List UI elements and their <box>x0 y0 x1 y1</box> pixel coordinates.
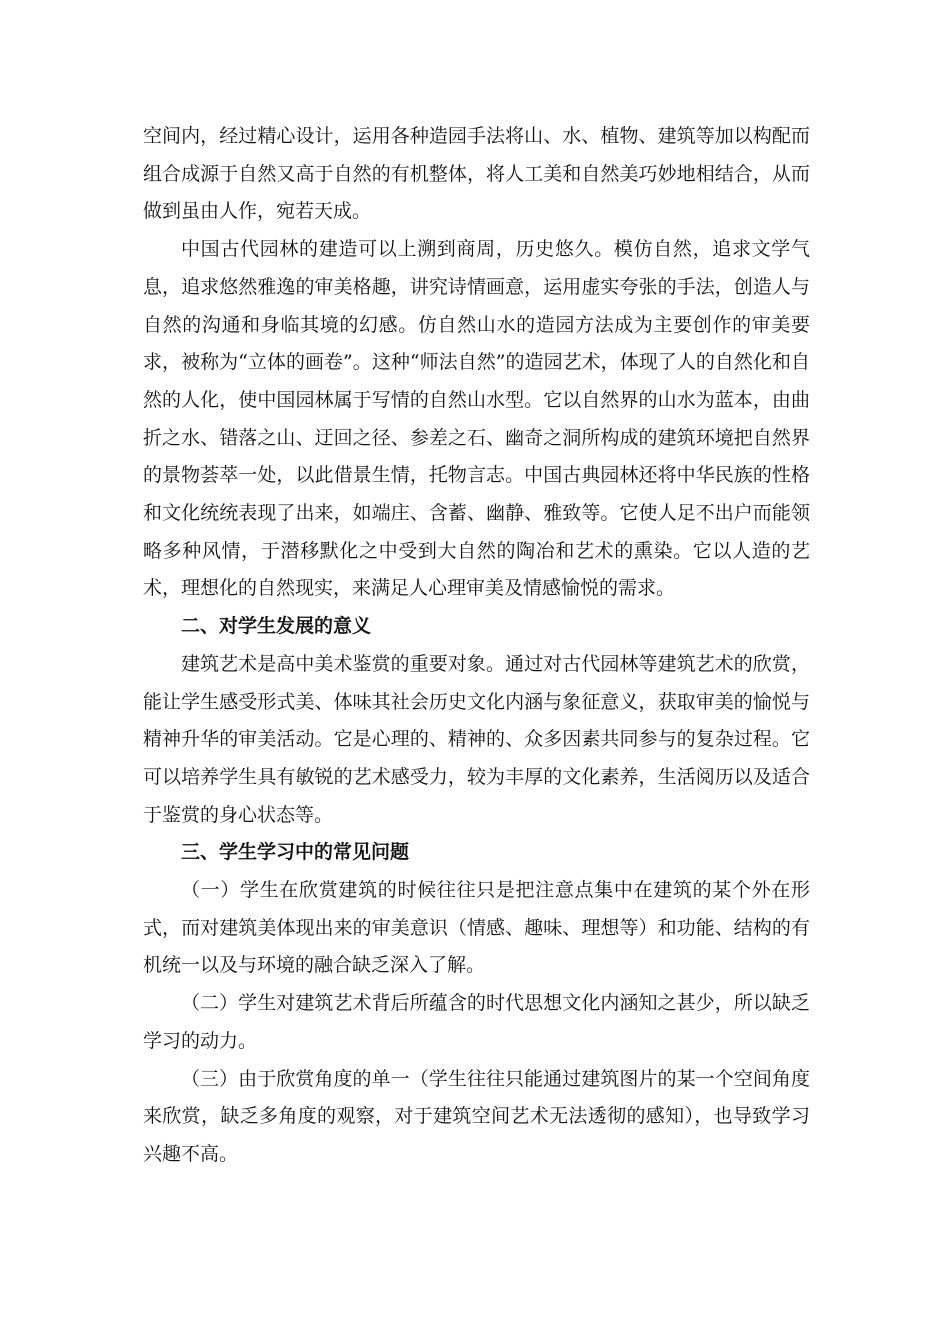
paragraph-problem-1: （一）学生在欣赏建筑的时候往往只是把注意点集中在建筑的某个外在形式，而对建筑美体现出来的审美意识（情感、趣味、理想等）和功能、结构的有机统一以及与环境的融合缺乏深入了解。 <box>143 879 810 977</box>
paragraph-problem-2: （二）学生对建筑艺术背后所蕴含的时代思想文化内涵知之甚少，所以缺乏学习的动力。 <box>143 992 810 1052</box>
section-heading-problems: 三、学生学习中的常见问题 <box>181 841 410 864</box>
paragraph-significance: 建筑艺术是高中美术鉴赏的重要对象。通过对古代园林等建筑艺术的欣赏，能让学生感受形式美、体味其社会历史文化内涵与象征意义，获取审美的愉悦与精神升华的审美活动。它是心理的、精神的、众多因素共同参与的复杂过程。它可以培养学生具有敏锐的艺术感受力，较为丰厚的文化素养，生活阅历以及适合于鉴赏的身心状态等。 <box>143 652 810 826</box>
section-heading-significance: 二、对学生发展的意义 <box>181 615 372 638</box>
paragraph-garden-history: 中国古代园林的建造可以上溯到商周，历史悠久。模仿自然，追求文学气息，追求悠然雅逸的审美格趣，讲究诗情画意，运用虚实夸张的手法，创造人与自然的沟通和身临其境的幻感。仿自然山水的造园方法成为主要创作的审美要求，被称为“立体的画卷”。这种“师法自然”的造园艺术，体现了人的自然化和自然的人化，使中国园林属于写情的自然山水型。它以自然界的山水为蓝本，由曲折之水、错落之山、迂回之径、参差之石、幽奇之洞所构成的建筑环境把自然界的景物荟萃一处，以此借景生情，托物言志。中国古典园林还将中华民族的性格和文化统统表现了出来，如端庄、含蓄、幽静、雅致等。它使人足不出户而能领略多种风情，于潜移默化之中受到大自然的陶冶和艺术的熏染。它以人造的艺术，理想化的自然现实，来满足人心理审美及情感愉悦的需求。 <box>143 238 810 600</box>
document-body <box>143 118 810 1174</box>
paragraph-problem-3: （三）由于欣赏角度的单一（学生往往只能通过建筑图片的某一个空间角度来欣赏，缺乏多角度的观察，对于建筑空间艺术无法透彻的感知），也导致学习兴趣不高。 <box>143 1067 810 1165</box>
paragraph-continuation: 空间内，经过精心设计，运用各种造园手法将山、水、植物、建筑等加以构配而组合成源于自然又高于自然的有机整体，将人工美和自然美巧妙地相结合，从而做到虽由人作，宛若天成。 <box>143 125 810 223</box>
